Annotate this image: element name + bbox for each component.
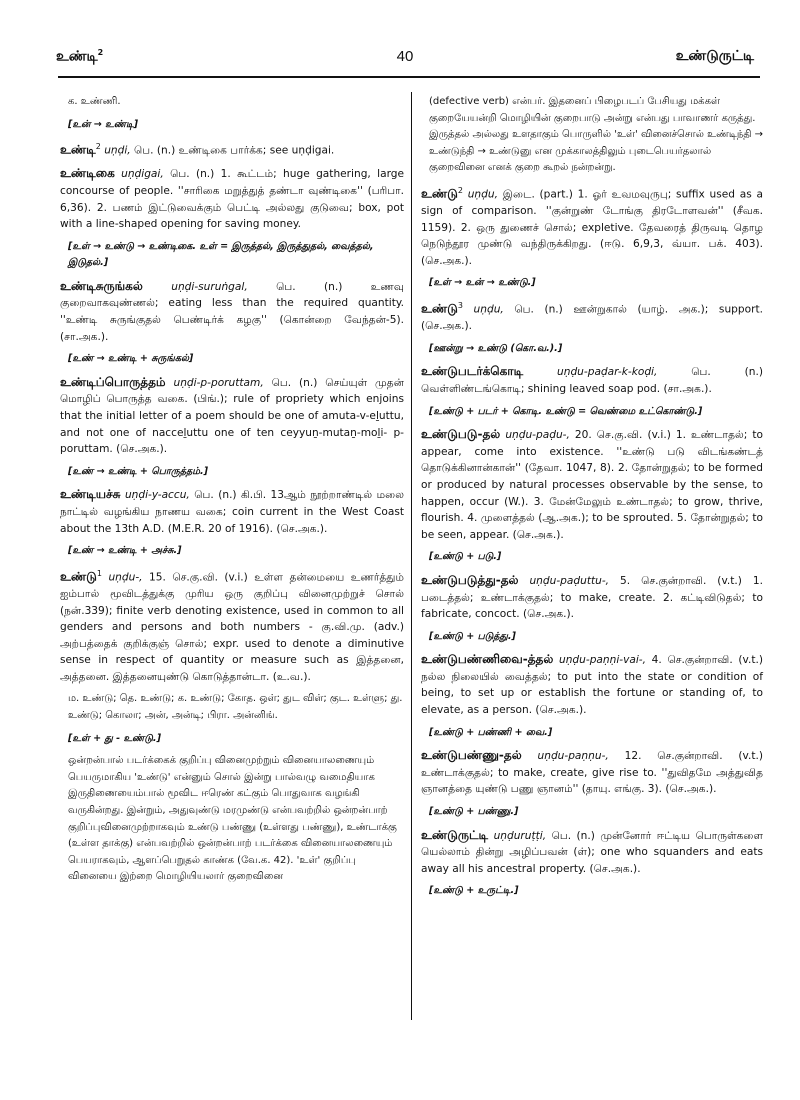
homonym-number: 1 — [96, 568, 102, 578]
entry-transliteration: uṇḍu-, — [108, 571, 143, 584]
dictionary-entry — [60, 165, 404, 232]
entry-headword: உண்டு — [421, 301, 458, 316]
entry-transliteration: uṇḍi-y-accu, — [124, 489, 190, 502]
dictionary-entry — [421, 298, 763, 335]
etymology: [உண்டு + படுத்து.] — [429, 630, 516, 642]
entry-definition: பெ. (n.) வெள்ளிண்டங்கொடி; shining leaved soap pod. (சா.அக.). — [421, 366, 763, 395]
homonym-number: 2 — [457, 185, 463, 195]
header-right-guideword: உண்டுருட்டி — [675, 48, 754, 64]
etymology: [உன் → உண்டி] — [68, 118, 139, 130]
entry-headword: உண்டிப்பொருத்தம் — [60, 374, 166, 389]
dictionary-entry — [60, 566, 404, 686]
dictionary-entry — [60, 486, 404, 537]
etymology: [உண் → உண்டி + பொருத்தம்.] — [68, 465, 209, 477]
dictionary-entry — [421, 747, 763, 798]
etymology: [உண்டு + பண்ணு.] — [429, 806, 519, 818]
entry-transliteration: uṇḍi-suruṅgal, — [171, 280, 248, 293]
entry-definition: பெ. (n.) கி.பி. 13ஆம் நூற்றாண்டில் மலை நாட்டில் வழங்கிய நாணய வகை; coin current in the West Coast about the 13th A.D. (M.E.R. 20 of 1916). (செ.அக.). — [60, 489, 404, 535]
entry-definition: 5. செ.குன்றாவி. (v.t.) 1. படைத்தல்; உண்டாக்குதல்; to make, create. 2. கட்டிவிடுதல்; to fabricate, concoct. (செ.அக.). — [421, 574, 763, 621]
entry-definition: 15. செ.கு.வி. (v.i.) உள்ள தன்மையை உணர்த்தும் ஐம்பால் மூவிடத்துக்கு முரிய ஒரு குறிப்பு வினைமுற்றுச் சொல் (நன்.339); finite verb denoting existence, used in common to all genders and persons and both numbers - கு.வி.மு. (adv.) அற்பத்தைக் குறிக்குஞ் சொல்; expr. used to denote a diminutive sense in respect of quantity or measure such as இத்தனை, அத்தனை. இத்தனையுண்டு கொடுத்தான்டா. (உ.வ.). — [60, 571, 405, 683]
entry-definition: பெ. (n.) உண்டிகை பார்க்க; see uṇḍigai. — [134, 144, 335, 157]
entry-headword: உண்டுபண்ணிவை-த்தல் — [421, 652, 554, 667]
note-text: (defective verb) என்பர். இதனைப் பிழைபடப் பேசியது மக்கள் குறையேயன்றி மொழியின் குறைபாடு அன்று என்பது பாவாணர் கருத்து. இருத்தல் அல்லது உளதாகும் பொருளில் 'உள்' வினைச்சொல் உண்டிந்தி → உண்டுந்தி → உண்டுனு என முக்காலத்திலும் புடைபெயர்தலால் குறைவினை எனக் குறை கூறல் நன்றன்று. — [429, 96, 763, 174]
entry-transliteration: uṇḍu-paḍu-, — [505, 429, 570, 442]
entry-headword: உண்டுபடுத்து-தல் — [421, 572, 519, 587]
entry-headword: உண்டு — [421, 186, 458, 201]
entry-definition: பெ. (n.) ஊன்றுகால் (யாழ். அக.); support. (செ.அக.). — [421, 303, 763, 333]
entry-transliteration: uṇḍi-p-poruttam, — [173, 376, 264, 389]
entry-transliteration: uṇḍigai, — [121, 168, 164, 181]
entry-definition: 4. செ.குன்றாவி. (v.t.) நல்ல நிலையில் வைத்தல்; to put into the state or condition of being, to set up or establish the fortune or standing of, to elevate, as a person. (செ.அக.). — [421, 654, 763, 717]
entry-transliteration: uṇḍu-paḍuttu-, — [529, 574, 610, 587]
dictionary-entry — [421, 363, 763, 397]
column-divider — [411, 92, 412, 1020]
header-left-guideword: உண்டி$^2$ — [56, 48, 104, 65]
entry-headword: உண்டுபடர்க்கொடி — [421, 364, 524, 379]
entry-headword: உண்டியச்சு — [60, 487, 121, 502]
header-rule — [58, 76, 760, 78]
etymology: [உண்டு + படு.] — [429, 551, 502, 563]
entry-transliteration: uṇḍu, — [467, 188, 498, 201]
entry-transliteration: uṇḍi, — [104, 144, 131, 157]
entry-definition: பெ. (n.) 1. கூட்டம்; huge gathering, large concourse of people. ''சாரிகை மறுத்துத் தண்டா வுண்டிகை'' (பரிபா. 6,36). 2. பணம் இட்டுவைக்கும் பெட்டி அல்லது குடுவை; box, pot with a line-shaped opening for saving money. — [60, 168, 404, 231]
etymology: [உண்டு + பண்ணி + வை.] — [429, 726, 553, 738]
etymology: [உண் → உண்டி + அச்சு.] — [68, 545, 182, 557]
dictionary-entry — [421, 651, 763, 718]
entry-definition: பெ. (n.) முன்னோர் ஈட்டிய பொருள்களை யெல்லாம் தின்று அழிப்பவன் (ள்); one who squanders and eats away all his ancestral property. (செ.அக.). — [421, 829, 763, 875]
entry-transliteration: uṇḍu, — [473, 303, 504, 316]
page-header — [50, 48, 760, 72]
dictionary-entry — [60, 139, 404, 159]
dictionary-entry — [421, 183, 763, 270]
entry-definition: 12. செ.குன்றாவி. (v.t.) உண்டாக்குதல்; to make, create, give rise to. ''துவிதமே அத்துவித ஞானத்தை யுண்டு பணு ஞானம்'' (தாயு. எங்கு. 3). (செ.அக.). — [421, 750, 763, 796]
entry-transliteration: uṇḍu-paḍar-k-koḍi, — [557, 366, 658, 379]
entry-definition: இடை. (part.) 1. ஓர் உவமவுருபு; suffix used as a sign of comparison. ''குன்றுண் டோங்கு திரடோளவன்'' (சீவக. 1159). 2. ஒரு துணைச் சொல்; expletive. தேவரைத் திருவடி தொழ நெடுந்தூர முண்டு வந்திருக்கிறது. (ஈடு. 6,9,3, வ்யா. பக். 403). (செ.அக.). — [421, 188, 763, 267]
left-column — [60, 92, 404, 892]
entry-transliteration: uṇḍuruṭṭi, — [493, 829, 547, 842]
entry-headword: உண்டுபடு-தல் — [421, 427, 501, 442]
homonym-number: 2 — [95, 142, 101, 152]
entry-headword: உண்டுபண்ணு-தல் — [421, 748, 522, 763]
entry-headword: உண்டிகை — [60, 166, 115, 181]
entry-transliteration: uṇḍu-paṇṇi-vai-, — [559, 654, 646, 667]
entry-definition: பெ. (n.) செய்யுள் முதன் மொழிப் பொருத்த வகை. (பிங்.); rule of propriety which enjoins that the initial letter of a poem should be one of amuta-v-eḻuttu, and not one of nacceḻuttu one of ten ceyyuṉ-mutaṉ-moḻi- p-poruttam. (செ.அக.). — [60, 376, 404, 456]
note-text: க. உண்ணி. — [68, 96, 121, 107]
right-column — [421, 92, 763, 906]
etymology: [உண்டு + உருட்டி.] — [429, 885, 519, 897]
entry-transliteration: uṇḍu-paṇṇu-, — [537, 750, 609, 763]
etymology: [உண்டு + படர் + கொடி. உண்டு = வெண்மை உட்கொண்டு.] — [429, 405, 703, 417]
page-number: 40 — [396, 48, 414, 65]
entry-headword: உண்டு — [60, 569, 97, 584]
dictionary-entry — [421, 827, 763, 878]
dictionary-entry — [60, 374, 404, 458]
entry-definition: பெ. (n.) உணவு குறைவாகவுண்ணல்; eating less than the required quantity. ''உண்டி சுருங்குதல் பெண்டிர்க் கழகு'' (கொன்றை வேந்தன்-5). (சா.அக.). — [60, 280, 405, 343]
entry-headword: உண்டி — [60, 142, 96, 157]
dictionary-entry — [60, 278, 404, 345]
etymology: [ஊன்று → உண்டு (கொ.வ.).] — [429, 342, 563, 354]
note-text: ம. உண்டு; தெ. உண்டு; க. உண்டு; கோத. ஒள்; துட விள்; குட. உள்ளு; து. உண்டு; கொலா; அன், அன்டி; பிரா. அன்னிங். — [68, 693, 403, 722]
dictionary-entry — [421, 426, 763, 543]
dictionary-entry — [421, 572, 763, 623]
etymology: [உள் + து - உண்டு.] — [68, 732, 161, 744]
etymology: [உண் → உண்டி + சுருங்கல்] — [68, 353, 194, 365]
etymology: [உள் → உன் → உண்டு.] — [429, 277, 536, 289]
etymology: [உள் → உண்டு → உண்டிகை. உள் = இருத்தல், இருத்துதல், வைத்தல், இடுதல்.] — [68, 240, 374, 269]
entry-headword: உண்டிசுருங்கல் — [60, 278, 143, 293]
entry-headword: உண்டுருட்டி — [421, 827, 489, 842]
entry-definition: 20. செ.கு.வி. (v.i.) 1. உண்டாதல்; to appear, come into existence. ''உண்டு படு விடங்கண்டத் தொடுக்கினான்கான்'' (தேவா. 1047, 8). 2. தோன்றுதல்; to be formed or produced by natural processes observable by the sense, to happen, occur (W.). 3. மேன்மேலும் உண்டாதல்; to grow, thrive, flourish. 4. முளைத்தல் (ஆ.அக.); to be sprouted. 5. தோன்றுதல்; to be seen, appear. (செ.அக.). — [421, 429, 764, 541]
note-text: ஒன்றன்பால் படர்க்கைக் குறிப்பு வினைமுற்றும் வினையாலணையும் பெயருமாகிய 'உண்டு' என்னும் சொல் இன்று பால்வழு வமைதியாக இருதிணையைம்பால் மூவிட ஈரெண் கட்கும் பொதுவாக வழங்கி வருகின்றது. இன்றும், அதுவுண்டு மரமுண்டு என்பவற்றில் ஒன்றன்பாற் குறிப்புவினைமுற்றாகவும் உண்டு பண்ணு (உள்ளது பண்ணு), உண்டாக்கு (உள்ள தாக்கு) என்பவற்றில் ஒன்றன்பாற் படர்க்கை வினையாலணையும் பெயராகவும், ஆளப்பெறுதல் காண்க (வே.க. 42). 'உள்' குறிப்பு வினையை இற்றை மொழியியலார் குறைவினை — [68, 755, 397, 883]
homonym-number: 3 — [457, 301, 463, 311]
